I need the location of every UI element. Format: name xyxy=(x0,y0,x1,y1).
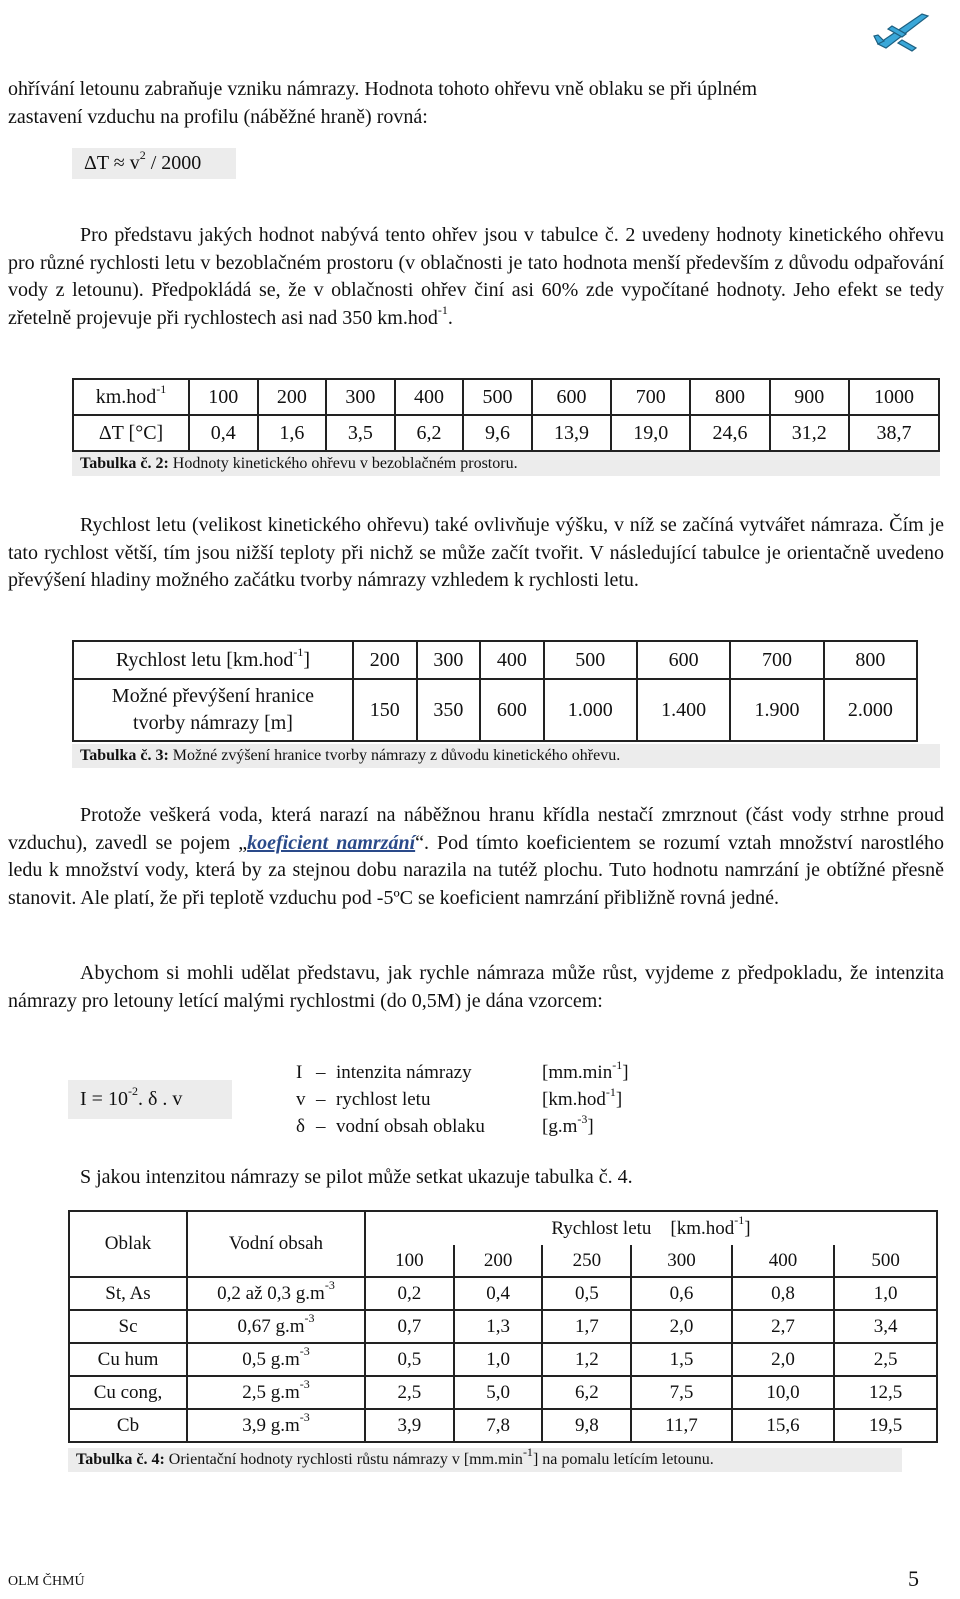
row-label-delta-t: ΔT [°C] xyxy=(73,415,189,451)
table-cell: 600 xyxy=(637,641,730,679)
legend-row: I – intenzita námrazy $[mm.\min^{-1}]$ xyxy=(296,1057,629,1083)
table-cell: 3,9 $g.m^{-3}$ xyxy=(187,1409,365,1442)
table-cell: 0,8 xyxy=(732,1277,835,1310)
table-cell: 15,6 xyxy=(732,1409,835,1442)
table-cell: 1,5 xyxy=(631,1343,732,1376)
table-2-caption: Tabulka č. 2: Hodnoty kinetického ohřevu v bezoblačném prostoru. xyxy=(72,452,940,476)
table-cell: 700 xyxy=(730,641,823,679)
table-cell: 2,5 xyxy=(834,1343,937,1376)
table-cell: 19,0 xyxy=(611,415,690,451)
table-cell: 0,2 xyxy=(365,1277,454,1310)
paragraph-3: Protože veškerá voda, která narazí na náběžnou hranu křídla nestačí zmrznout (část vody strhne proud vzduchu), zavedl se pojem „koeficient namrzání“. Pod tímto koeficientem se rozumí vztah množství narostlého ledu k množství vody, která by za stejnou dobu narazila na tutéž plochu. Tuto hodnotu namrzání je obtížné přesně stanovit. Ale platí, že při teplotě vzduchu pod -5ºC se koeficient namrzání přibližně rovná jedné. xyxy=(8,804,944,909)
table-cell: 7,5 xyxy=(631,1376,732,1409)
table-cell: Cu cong, xyxy=(69,1376,187,1409)
table-cell: 5,0 xyxy=(454,1376,543,1409)
table-cell: 7,8 xyxy=(454,1409,543,1442)
table-cell: 31,2 xyxy=(770,415,849,451)
table-cell: 100 xyxy=(189,379,258,415)
table-cell: 800 xyxy=(690,379,769,415)
table-cell: 350 xyxy=(417,679,481,741)
table-cell: 1.400 xyxy=(637,679,730,741)
intro-line-2: zastavení vzduchu na profilu (náběžné hraně) rovná: xyxy=(8,105,428,128)
table-cell: 38,7 xyxy=(849,415,939,451)
table-cell: 2,0 xyxy=(732,1343,835,1376)
table-cell: 9,6 xyxy=(463,415,532,451)
row-label-speed: Rychlost letu [km.hod$^{-1}$] xyxy=(73,641,353,679)
formula-legend xyxy=(296,1057,629,1143)
table-cell: 0,67 $g.m^{-3}$ xyxy=(187,1310,365,1343)
airplane-logo-icon xyxy=(872,4,932,54)
table-cell: Cb xyxy=(69,1409,187,1442)
paragraph-1: Pro představu jakých hodnot nabývá tento ohřev jsou v tabulce č. 2 uvedeny hodnoty kinetického ohřevu pro různé rychlosti letu v bezoblačném prostoru (v oblačnosti je tato hodnota menší především z důvodu odpařování vody z letounu). Předpokládá se, že v oblačnosti ohřev činí asi 60% zde vypočítané hodnoty. Jeho efekt se tedy zřetelně projevuje při rychlostech asi nad 350 km.hod$^{-1}$. xyxy=(8,224,944,329)
table-cell: 300 xyxy=(326,379,395,415)
formula-kinetic-heating: $\Delta T \approx v^2 / 2000$ xyxy=(72,148,236,179)
table-cell: 0,6 xyxy=(631,1277,732,1310)
table-cell: 400 xyxy=(480,641,544,679)
table-cell: 1,0 xyxy=(454,1343,543,1376)
table-cell: 100 xyxy=(365,1245,454,1277)
table-cell: Cu hum xyxy=(69,1343,187,1376)
table-cell: 3,5 xyxy=(326,415,395,451)
legend-row: v – rychlost letu [km.hod$^{-1}$] xyxy=(296,1084,623,1110)
table-cell: 900 xyxy=(770,379,849,415)
table-cell: 1,6 xyxy=(258,415,327,451)
footer-organization: OLM ČHMÚ xyxy=(8,1574,85,1589)
page-number: 5 xyxy=(908,1566,919,1591)
table-row xyxy=(69,1376,937,1409)
table-cell: 0,5 $g.m^{-3}$ xyxy=(187,1343,365,1376)
table-cell: 200 xyxy=(454,1245,543,1277)
formula-icing-intensity: $I = 10^{-2}$. δ . v xyxy=(68,1080,232,1119)
table-cell: 500 xyxy=(544,641,637,679)
paragraph-4: Abychom si mohli udělat představu, jak rychle námraza může růst, vyjdeme z předpokladu, že intenzita námrazy pro letouny letící malými rychlostmi (do 0,5M) je dána vzorcem: xyxy=(8,962,944,1012)
table-4-icing-rate xyxy=(68,1210,938,1443)
table-cell: 600 xyxy=(532,379,611,415)
table-cell: 1,0 xyxy=(834,1277,937,1310)
table-cell: St, As xyxy=(69,1277,187,1310)
table-cell: 6,2 xyxy=(542,1376,631,1409)
table-cell: 3,9 xyxy=(365,1409,454,1442)
table-cell: 12,5 xyxy=(834,1376,937,1409)
row-label-elevation: Možné převýšení hranice tvorby námrazy [m] xyxy=(73,679,353,741)
header-speed: Rychlost letu [km.hod$^{-1}$] xyxy=(365,1211,937,1245)
table-cell: 700 xyxy=(611,379,690,415)
table-cell: 13,9 xyxy=(532,415,611,451)
table-cell: 200 xyxy=(353,641,417,679)
table-3-caption: Tabulka č. 3: Možné zvýšení hranice tvorby námrazy z důvodu kinetického ohřevu. xyxy=(72,744,940,768)
header-cloud: Oblak xyxy=(69,1211,187,1277)
table-cell: 11,7 xyxy=(631,1409,732,1442)
table-cell: 0,7 xyxy=(365,1310,454,1343)
table-cell: 2,5 $g.m^{-3}$ xyxy=(187,1376,365,1409)
table-cell: 1.900 xyxy=(730,679,823,741)
table-cell: 2,7 xyxy=(732,1310,835,1343)
table-cell: 1,7 xyxy=(542,1310,631,1343)
table-cell: 0,5 xyxy=(542,1277,631,1310)
table-cell: 0,4 xyxy=(189,415,258,451)
table-2-kinetic-heating xyxy=(72,378,940,452)
table-row xyxy=(73,415,939,451)
table-cell: 0,5 xyxy=(365,1343,454,1376)
table-cell: 0,4 xyxy=(454,1277,543,1310)
table-cell: 2.000 xyxy=(824,679,917,741)
row-label-speed: km.hod$^{-1}$ xyxy=(73,379,189,415)
paragraph-2: Rychlost letu (velikost kinetického ohřevu) také ovlivňuje výšku, v níž se začíná vytvářet námraza. Čím je tato rychlost větší, tím jsou nižší teploty při nichž se může začít tvořit. V následující tabulce je orientačně uvedeno převýšení hladiny možného začátku tvorby námrazy vzhledem k rychlosti letu. xyxy=(8,514,944,591)
keyword-koeficient-namrzani[interactable]: koeficient namrzání xyxy=(247,831,416,854)
table-cell: 200 xyxy=(258,379,327,415)
table-row xyxy=(73,379,939,415)
header-water-content: Vodní obsah xyxy=(187,1211,365,1277)
table-cell: Sc xyxy=(69,1310,187,1343)
legend-row: δ – vodní obsah oblaku $[g.m^{-3}]$ xyxy=(296,1111,594,1137)
table-cell: 9,8 xyxy=(542,1409,631,1442)
table-cell: 250 xyxy=(542,1245,631,1277)
table-4-caption: Tabulka č. 4: Orientační hodnoty rychlosti růstu námrazy v $[mm.\min^{-1}]$ na pomalu letícím letounu. xyxy=(68,1448,902,1472)
intro-line-1: ohřívání letounu zabraňuje vzniku námrazy. Hodnota tohoto ohřevu vně oblaku se při úplném xyxy=(8,78,758,100)
table-cell: 1,3 xyxy=(454,1310,543,1343)
table-cell: 2,0 xyxy=(631,1310,732,1343)
table-cell: 1000 xyxy=(849,379,939,415)
table-cell: 3,4 xyxy=(834,1310,937,1343)
table-cell: 19,5 xyxy=(834,1409,937,1442)
table-cell: 800 xyxy=(824,641,917,679)
table-cell: 400 xyxy=(732,1245,835,1277)
table-cell: 2,5 xyxy=(365,1376,454,1409)
table-cell: 6,2 xyxy=(395,415,464,451)
table-row xyxy=(69,1409,937,1442)
paragraph-5: S jakou intenzitou námrazy se pilot může setkat ukazuje tabulka č. 4. xyxy=(80,1166,633,1188)
table-cell: 300 xyxy=(417,641,481,679)
table-row xyxy=(69,1343,937,1376)
table-cell: 24,6 xyxy=(690,415,769,451)
table-row xyxy=(73,641,917,679)
table-3-icing-elevation xyxy=(72,640,918,742)
table-cell: 500 xyxy=(834,1245,937,1277)
table-cell: 10,0 xyxy=(732,1376,835,1409)
table-row xyxy=(69,1310,937,1343)
table-cell: 500 xyxy=(463,379,532,415)
table-cell: 0,2 až 0,3 $g.m^{-3}$ xyxy=(187,1277,365,1310)
table-cell: 300 xyxy=(631,1245,732,1277)
table-row xyxy=(69,1211,937,1245)
table-cell: 400 xyxy=(395,379,464,415)
table-cell: 600 xyxy=(480,679,544,741)
table-cell: 1.000 xyxy=(544,679,637,741)
table-cell: 1,2 xyxy=(542,1343,631,1376)
intro-text xyxy=(8,76,944,131)
table-cell: 150 xyxy=(353,679,417,741)
table-row xyxy=(69,1277,937,1310)
table-row xyxy=(73,679,917,741)
